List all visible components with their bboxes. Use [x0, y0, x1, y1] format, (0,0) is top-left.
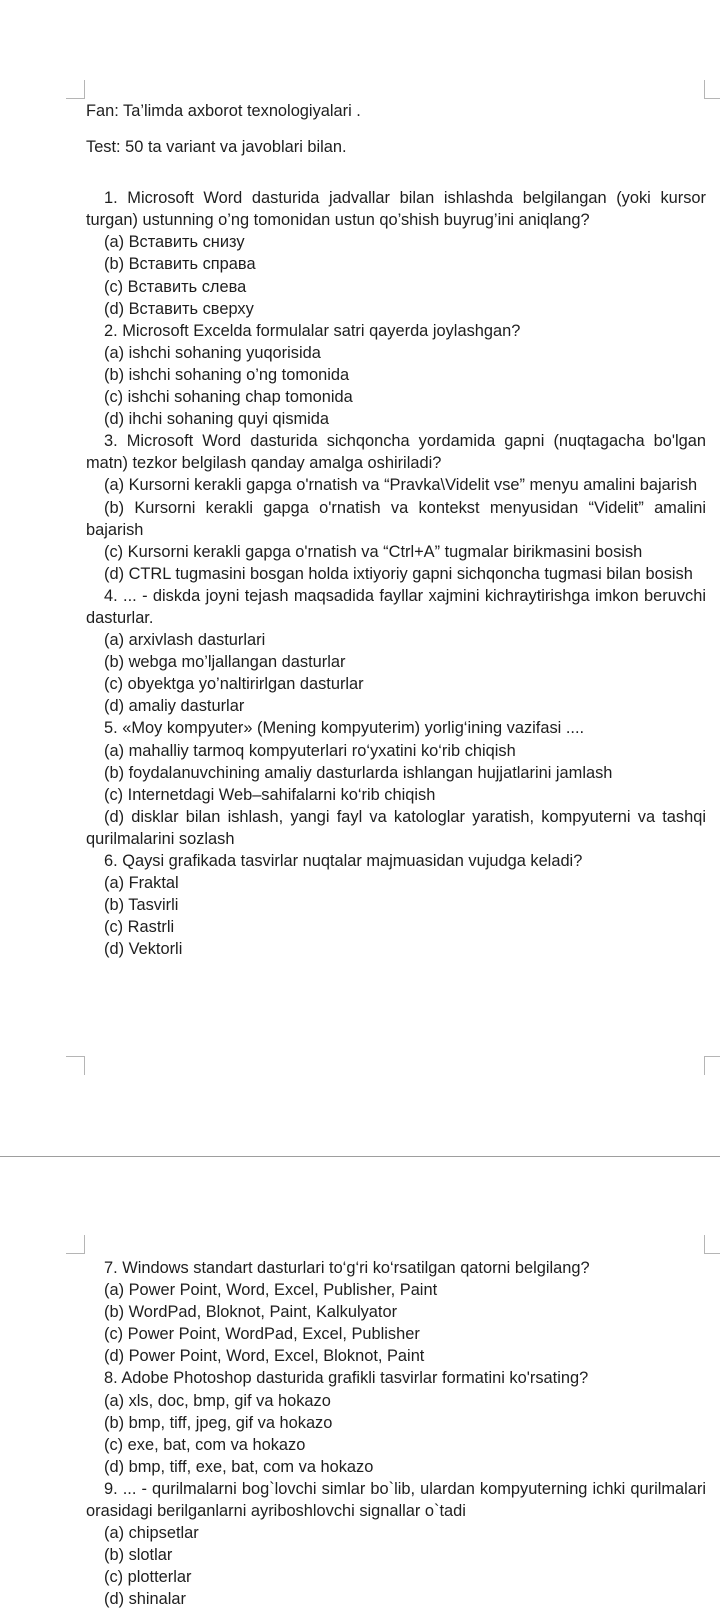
- question-text: 3. Microsoft Word dasturida sichqoncha yordamida gapni (nuqtagacha bo'lgan matn) tezkor belgilash qanday amalga oshiriladi?: [86, 432, 706, 473]
- question-text: 4. ... - diskda joyni tejash maqsadida fayllar xajmini kichraytirishga imkon beruvchi dasturlar.: [86, 586, 706, 627]
- option-b: (b) Вставить справа: [104, 255, 256, 274]
- option-c: (c) ishchi sohaning chap tomonida: [104, 388, 353, 407]
- question-8: [86, 1367, 706, 1477]
- test-line: Test: 50 ta variant va javoblari bilan.: [86, 138, 347, 157]
- page-corner-mark: [66, 1235, 85, 1254]
- option-a: (a) arxivlash dasturlari: [104, 631, 266, 650]
- option-c: (c) obyektga yo’naltirirlgan dasturlar: [104, 675, 364, 694]
- question-text: 2. Microsoft Excelda formulalar satri qayerda joylashgan?: [104, 321, 521, 340]
- page-corner-mark: [704, 80, 720, 99]
- question-text: 8. Adobe Photoshop dasturida grafikli tasvirlar formatini ko'rsating?: [104, 1369, 589, 1388]
- option-d: (d) Power Point, Word, Excel, Bloknot, Paint: [104, 1347, 425, 1366]
- option-a: (a) Kursorni kerakli gapga o'rnatish va “Pravka\Videlit vse” menyu amalini bajarish: [104, 476, 698, 495]
- page-corner-mark: [66, 80, 85, 99]
- question-2: [86, 320, 706, 430]
- option-b: (b) webga mo’ljallangan dasturlar: [104, 653, 346, 672]
- option-d: (d) bmp, tiff, exe, bat, com va hokazo: [104, 1457, 374, 1476]
- page-corner-mark: [704, 1235, 720, 1254]
- option-b: (b) WordPad, Bloknot, Paint, Kalkulyator: [104, 1303, 398, 1322]
- question-9: [86, 1478, 706, 1611]
- document-page-2: [0, 1157, 720, 1609]
- option-b: (b) slotlar: [104, 1546, 173, 1565]
- option-d: (d) Vektorli: [104, 940, 183, 959]
- option-a: (a) chipsetlar: [104, 1524, 199, 1543]
- question-5: [86, 717, 706, 850]
- question-4: [86, 585, 706, 718]
- option-a: (a) ishchi sohaning yuqorisida: [104, 343, 321, 362]
- option-c: (c) Rastrli: [104, 918, 175, 937]
- option-b: (b) foydalanuvchining amaliy dasturlarda ishlangan hujjatlarini jamlash: [104, 763, 613, 782]
- option-b: (b) Kursorni kerakli gapga o'rnatish va kontekst menyusidan “Videlit” amalini bajarish: [86, 498, 706, 539]
- question-6: [86, 850, 706, 960]
- option-b: (b) Tasvirli: [104, 896, 179, 915]
- option-d: (d) ihchi sohaning quyi qismida: [104, 410, 330, 429]
- option-a: (a) Fraktal: [104, 874, 179, 893]
- option-d: (d) amaliy dasturlar: [104, 697, 245, 716]
- option-c: (c) plotterlar: [104, 1568, 192, 1587]
- page-corner-mark: [704, 1056, 720, 1075]
- question-7: [86, 1257, 706, 1367]
- option-d: (d) CTRL tugmasini bosgan holda ixtiyoriy gapni sichqoncha tugmasi bilan bosish: [104, 564, 693, 583]
- option-c: (c) exe, bat, com va hokazo: [104, 1435, 306, 1454]
- option-a: (a) mahalliy tarmoq kompyuterlari ro‘yxatini ko‘rib chiqish: [104, 741, 516, 760]
- subject-line: Fan: Ta’limda axborot texnologiyalari .: [86, 102, 361, 120]
- option-b: (b) ishchi sohaning o’ng tomonida: [104, 365, 350, 384]
- option-c: (c) Internetdagi Web–sahifalarni ko‘rib chiqish: [104, 785, 436, 804]
- question-1: [86, 187, 706, 320]
- page-corner-mark: [66, 1056, 85, 1075]
- option-d: (d) shinalar: [104, 1590, 186, 1609]
- option-a: (a) Power Point, Word, Excel, Publisher, Paint: [104, 1281, 438, 1300]
- option-a: (a) xls, doc, bmp, gif va hokazo: [104, 1391, 331, 1410]
- option-d: (d) disklar bilan ishlash, yangi fayl va katologlar yaratish, kompyuterni va tashqi qurilmalarini sozlash: [86, 807, 706, 848]
- option-a: (a) Вставить снизу: [104, 233, 245, 252]
- option-d: (d) Вставить сверху: [104, 299, 254, 318]
- question-text: 1. Microsoft Word dasturida jadvallar bilan ishlashda belgilangan (yoki kursor turgan) ustunning o’ng tomonidan ustun qo’shish buyrug’ini aniqlang?: [86, 189, 706, 230]
- option-c: (c) Power Point, WordPad, Excel, Publisher: [104, 1325, 420, 1344]
- question-3: [86, 430, 706, 585]
- question-text: 6. Qaysi grafikada tasvirlar nuqtalar majmuasidan vujudga keladi?: [104, 852, 583, 870]
- question-text: 7. Windows standart dasturlari to‘g‘ri ko‘rsatilgan qatorni belgilang?: [104, 1259, 590, 1277]
- option-c: (c) Вставить слева: [104, 277, 247, 296]
- question-text: 5. «Moy kompyuter» (Mening kompyuterim) yorlig‘ining vazifasi ....: [104, 719, 585, 738]
- option-b: (b) bmp, tiff, jpeg, gif va hokazo: [104, 1413, 333, 1432]
- page-2-body: [86, 1257, 706, 1611]
- page-1-body: [86, 100, 706, 960]
- option-c: (c) Kursorni kerakli gapga o'rnatish va “Ctrl+A” tugmalar birikmasini bosish: [104, 542, 643, 561]
- question-text: 9. ... - qurilmalarni bog`lovchi simlar bo`lib, ulardan kompyuterning ichki qurilmalari orasidagi berilganlarni ayriboshlovchi signallar o`tadi: [86, 1479, 706, 1521]
